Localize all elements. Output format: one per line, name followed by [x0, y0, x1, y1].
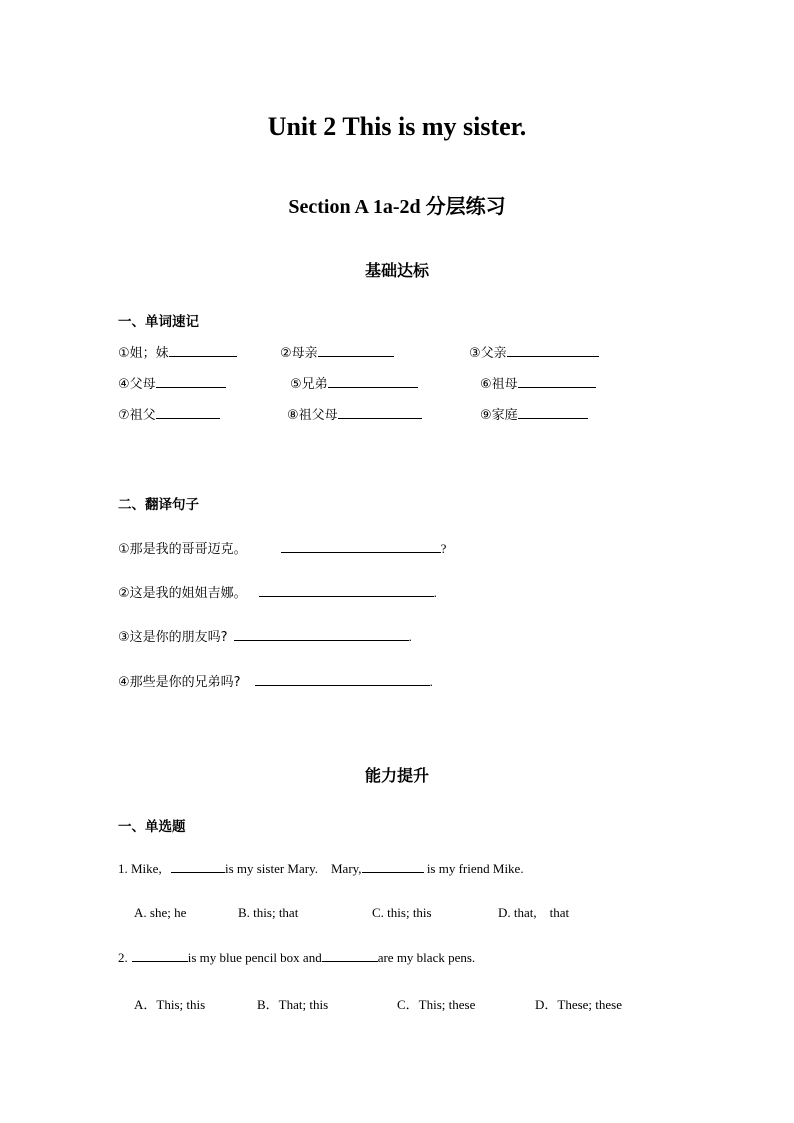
answer-blank[interactable]: [318, 344, 394, 357]
question-1-option-a[interactable]: A. she; he: [134, 905, 187, 920]
question-2-option-d[interactable]: D．These; these: [535, 997, 623, 1012]
answer-blank[interactable]: [234, 628, 409, 641]
answer-blank[interactable]: [281, 540, 441, 553]
answer-blank[interactable]: [338, 406, 422, 419]
vocab-item: ②母亲: [280, 342, 394, 361]
question-2-stem: 2. is my blue pencil box and are my black pens.: [118, 950, 476, 965]
answer-blank[interactable]: [518, 406, 588, 419]
vocab-item: ⑥祖母: [480, 373, 596, 392]
vocab-item: ⑨家庭: [480, 404, 588, 423]
vocab-item: ③父亲: [469, 342, 599, 361]
answer-blank[interactable]: [507, 344, 599, 357]
answer-blank[interactable]: [132, 949, 188, 962]
page-title: Unit 2 This is my sister.: [267, 112, 527, 141]
translation-item: ②这是我的姐姐吉娜。 .: [118, 585, 437, 601]
basic-section-heading: 基础达标: [364, 261, 429, 280]
question-1-option-b[interactable]: B. this; that: [238, 905, 299, 920]
mcq-part-heading: 一、单选题: [118, 819, 186, 835]
vocab-item: ①姐；妹: [118, 342, 237, 361]
answer-blank[interactable]: [518, 375, 596, 388]
answer-blank[interactable]: [156, 406, 220, 419]
vocab-item: ⑤兄弟: [290, 373, 418, 392]
answer-blank[interactable]: [156, 375, 226, 388]
translation-item: ④那些是你的兄弟吗? .: [118, 674, 433, 690]
answer-blank[interactable]: [259, 584, 434, 597]
question-2-option-c[interactable]: C．This; these: [397, 997, 476, 1012]
answer-blank[interactable]: [322, 949, 378, 962]
question-1-option-c[interactable]: C. this; this: [372, 905, 432, 920]
answer-blank[interactable]: [328, 375, 418, 388]
answer-blank[interactable]: [169, 344, 237, 357]
answer-blank[interactable]: [255, 673, 430, 686]
answer-blank[interactable]: [362, 860, 424, 873]
question-1-stem: 1. Mike, is my sister Mary. Mary, is my friend Mike.: [118, 861, 524, 876]
translation-item: ③这是你的朋友吗? .: [118, 629, 412, 645]
translation-item: ①那是我的哥哥迈克。 ?: [118, 541, 447, 557]
translation-part-heading: 二、翻译句子: [118, 497, 199, 513]
question-2-option-a[interactable]: A．This; this: [134, 997, 206, 1012]
question-2-option-b[interactable]: B．That; this: [257, 997, 329, 1012]
question-1-option-d[interactable]: D. that, that: [498, 905, 570, 920]
advanced-section-heading: 能力提升: [364, 766, 429, 785]
vocab-item: ⑦祖父: [118, 404, 220, 423]
section-subtitle: Section A 1a-2d 分层练习: [288, 196, 506, 218]
vocab-item: ④父母: [118, 373, 226, 392]
vocab-part-heading: 一、单词速记: [118, 314, 199, 330]
answer-blank[interactable]: [171, 860, 225, 873]
vocab-item: ⑧祖父母: [287, 404, 422, 423]
